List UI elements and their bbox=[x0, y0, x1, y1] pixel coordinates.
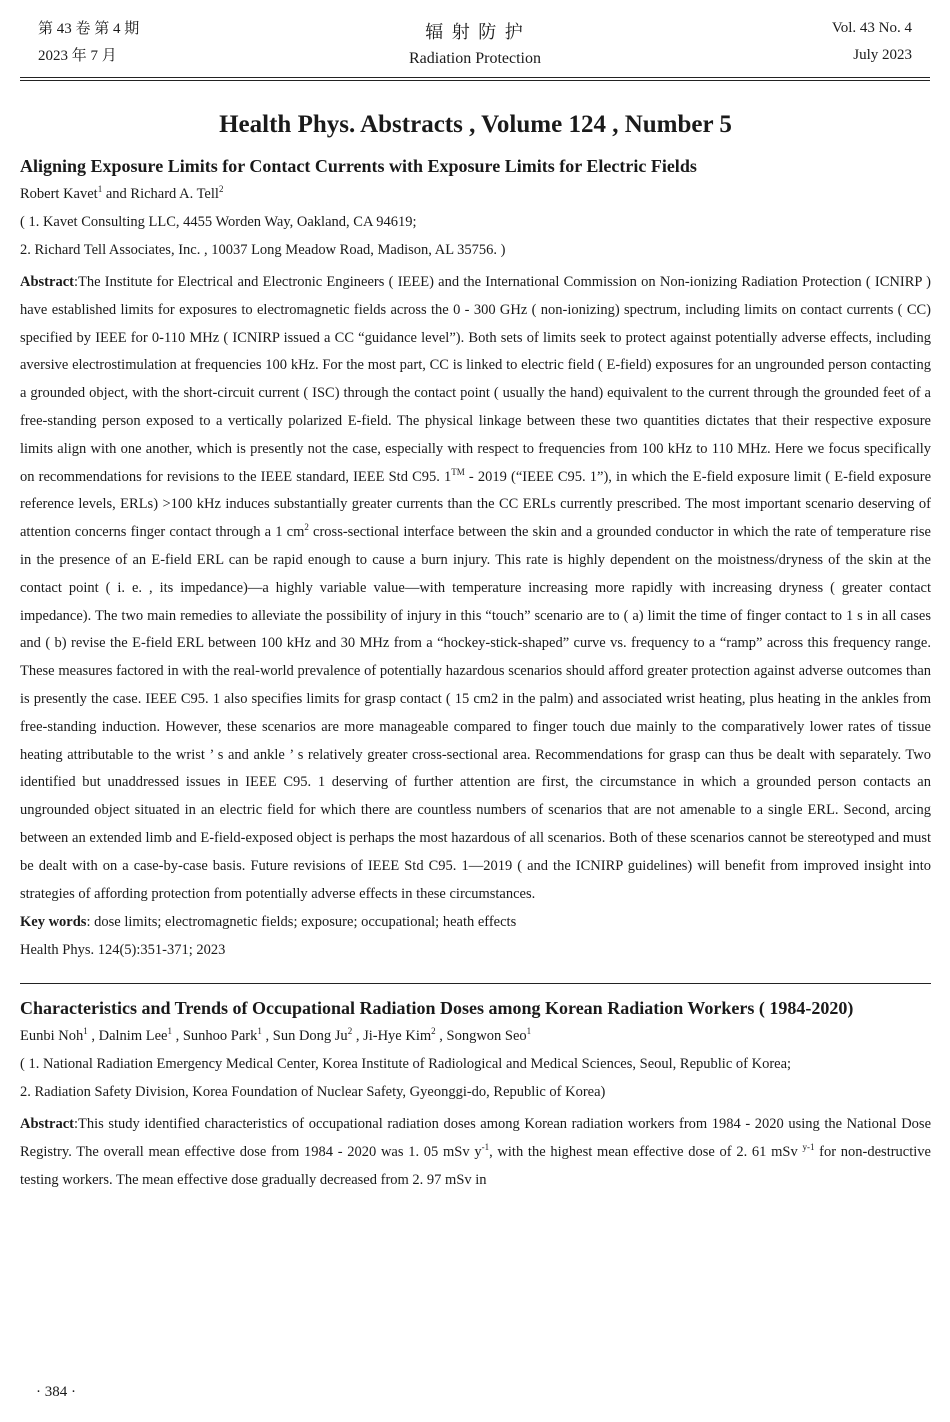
abstract-text: for non-destructive testing workers. The mean effective dose gradually decreased from 2. 97 mSv in bbox=[20, 1144, 931, 1188]
author-name: Sun Dong Ju bbox=[272, 1028, 348, 1045]
keywords-text: dose limits; electromagnetic fields; exposure; occupational; heath effects bbox=[94, 914, 517, 931]
author-affiliation-mark: 2 bbox=[218, 184, 224, 194]
header-rule-top bbox=[20, 77, 930, 78]
author-affiliation-mark: 1 bbox=[167, 1026, 172, 1037]
author-affiliation-mark: 1 bbox=[83, 1026, 88, 1037]
abstract bbox=[20, 269, 931, 908]
article-title: Characteristics and Trends of Occupational Radiation Doses among Korean Radiation Workers ( 1984-2020) bbox=[20, 998, 854, 1019]
article-separator bbox=[20, 983, 931, 984]
affiliation: 2. Radiation Safety Division, Korea Foundation of Nuclear Safety, Gyeonggi-do, Republic of Korea) bbox=[20, 1084, 606, 1101]
volume-issue-cn: 第 43 卷 第 4 期 bbox=[38, 21, 140, 37]
affiliation: ( 1. Kavet Consulting LLC, 4455 Worden Way, Oakland, CA 94619; bbox=[20, 214, 417, 230]
superscript: 2 bbox=[304, 522, 309, 533]
author-separator: , bbox=[435, 1028, 447, 1045]
abstract-text: The Institute for Electrical and Electronic Engineers ( IEEE) and the International Commission on Non-ionizing Radiation Protection ( ICNIRP ) have established limits for exposures to electromagnetic fields across the 0 - 300 GHz ( non-ionizing) spectrum, including limits on contact currents ( CC) specified by IEEE for 0-110 MHz ( ICNIRP issued a CC “guidance level”). Both sets of limits seek to protect against potentially adverse effects, including aversive electrostimulation at frequencies 100 kHz. For the most part, CC is linked to electric field ( E-field) exposures for an ungrounded person contacting a grounded object, with the short-circuit current ( ISC) through the contact point ( usually the hand) equivalent to the current through the grounded feet of a free-standing person exposed to a vertically polarized E-field. The physical linkage between these two quantities dictates that their respective exposure limits align with one another, which is presently not the case, especially with respect to frequencies from 100 kHz to 110 MHz. Here we focus specifically on recommendations for revisions to the IEEE standard, IEEE Std C95. 1 bbox=[20, 274, 931, 485]
author-affiliation-mark: 1 bbox=[257, 1026, 262, 1037]
author-separator: , bbox=[352, 1028, 364, 1045]
abstract-text: This study identified characteristics of occupational radiation doses among Korean radiation workers from 1984 - 2020 using the National Dose Registry. The overall mean effective dose from 1984 - 2020 was 1. 05 mSv y bbox=[20, 1116, 931, 1161]
author-name: Richard A. Tell bbox=[130, 186, 219, 202]
author-name: Robert Kavet bbox=[20, 186, 98, 202]
abstract-colon: : bbox=[73, 274, 78, 290]
abstract-label: Abstract bbox=[20, 274, 74, 290]
page-header bbox=[0, 0, 950, 80]
author-affiliation-mark: 2 bbox=[347, 1026, 353, 1037]
author-separator: and bbox=[102, 186, 131, 202]
header-rule-bottom bbox=[20, 80, 930, 81]
article-2 bbox=[20, 994, 931, 1194]
trademark-mark: TM bbox=[451, 466, 465, 477]
abstract-colon: : bbox=[73, 1116, 78, 1133]
author-separator: , bbox=[87, 1028, 99, 1045]
article-title: Aligning Exposure Limits for Contact Currents with Exposure Limits for Electric Fields bbox=[20, 156, 697, 176]
page-title: Health Phys. Abstracts , Volume 124 , Number 5 bbox=[219, 111, 732, 138]
superscript: y-1 bbox=[802, 1142, 815, 1153]
abstract-text: - 2019 (“IEEE C95. 1”), in which the E-field exposure limit ( E-field exposure reference levels, ERLs) >100 kHz induces substantially greater currents than the CC ERLs currently prescribed. The most important scenario deserving of attention concerns finger contact through a 1 cm bbox=[20, 468, 932, 541]
abstract bbox=[20, 1111, 931, 1194]
author-separator: , bbox=[261, 1028, 273, 1045]
affiliation: 2. Richard Tell Associates, Inc. , 10037 Long Meadow Road, Madison, AL 35756. ) bbox=[20, 242, 506, 258]
journal-name-cn: 辐 射 防 护 bbox=[425, 22, 525, 42]
article-authors bbox=[20, 1022, 931, 1050]
page-number: · 384 · bbox=[36, 1384, 76, 1400]
date-en: July 2023 bbox=[853, 47, 912, 63]
author-affiliation-mark: 2 bbox=[431, 1026, 436, 1037]
date-cn: 2023 年 7 月 bbox=[38, 48, 117, 64]
keywords bbox=[20, 908, 931, 936]
volume-issue-en: Vol. 43 No. 4 bbox=[831, 20, 912, 36]
abstract-label: Abstract bbox=[20, 1116, 74, 1133]
keywords-colon: : bbox=[86, 914, 95, 931]
affiliation: ( 1. National Radiation Emergency Medical Center, Korea Institute of Radiological and Medical Sciences, Seoul, Republic of Korea; bbox=[20, 1056, 792, 1073]
author-name: Sunhoo Park bbox=[182, 1028, 258, 1045]
superscript: -1 bbox=[481, 1142, 490, 1153]
journal-name-en: Radiation Protection bbox=[409, 50, 541, 67]
article-1 bbox=[20, 152, 931, 964]
abstract-text: cross-sectional interface between the skin and a grounded conductor in which the rate of temperature rise in the presence of an E-field ERL can be rapid enough to cause a burn injury. This rate is highly dependent on the moistness/dryness of the skin at the contact point ( i. e. , its impedance)—a highly variable value—with temperature increasing more rapidly with increasing dryness ( greater contact impedance). The two main remedies to alleviate the possibility of injury in this “touch” scenario are to ( a) limit the time of finger contact to 1 s in all cases and ( b) revise the E-field ERL between 100 kHz and 30 MHz from a “hockey-stick-shaped” curve vs. frequency to a “ramp” across this frequency range. These measures factored in with the real-world prevalence of potentially hazardous scenarios should afford greater protection against adverse outcomes than is presently the case. IEEE C95. 1 also specifies limits for grasp contact ( 15 cm2 in the palm) and associated wrist heating, plus heating in the ankles from free-standing induction. However, these scenarios are more manageable compared to finger touch due mainly to the comparatively lower rates of tissue heating attributable to the wrist ’ s and ankle ’ s relatively greater cross-sectional area. Recommendations for grasp can thus be dealt with separately. Two identified but unaddressed issues in IEEE C95. 1 deserving of further attention are first, the circumstance in which a grounded person contacts an ungrounded object situated in an electric field for which there are countless numbers of scenarios that are not amenable to a single ERL. Second, arcing between an extended limb and E-field-exposed object is perhaps the most hazardous of all scenarios. Both of these scenarios cannot be stereotyped and must be dealt with on a case-by-case basis. Future revisions of IEEE Std C95. 1—2019 ( and the ICNIRP guidelines) will benefit from improved insight into strategies of affording protection from potentially adverse effects in these circumstances. bbox=[20, 524, 931, 902]
citation: Health Phys. 124(5):351-371; 2023 bbox=[20, 942, 226, 959]
author-affiliation-mark: 1 bbox=[97, 184, 103, 194]
author-name: Songwon Seo bbox=[446, 1028, 527, 1045]
author-affiliation-mark: 1 bbox=[526, 1026, 532, 1037]
author-name: Dalnim Lee bbox=[98, 1028, 168, 1045]
article-authors bbox=[20, 180, 931, 208]
abstract-text: , with the highest mean effective dose of 2. 61 mSv bbox=[489, 1144, 803, 1161]
author-name: Ji-Hye Kim bbox=[363, 1028, 432, 1045]
author-name: Eunbi Noh bbox=[20, 1028, 84, 1045]
keywords-label: Key words bbox=[20, 914, 87, 931]
author-separator: , bbox=[171, 1028, 183, 1045]
main-content bbox=[20, 110, 931, 1195]
